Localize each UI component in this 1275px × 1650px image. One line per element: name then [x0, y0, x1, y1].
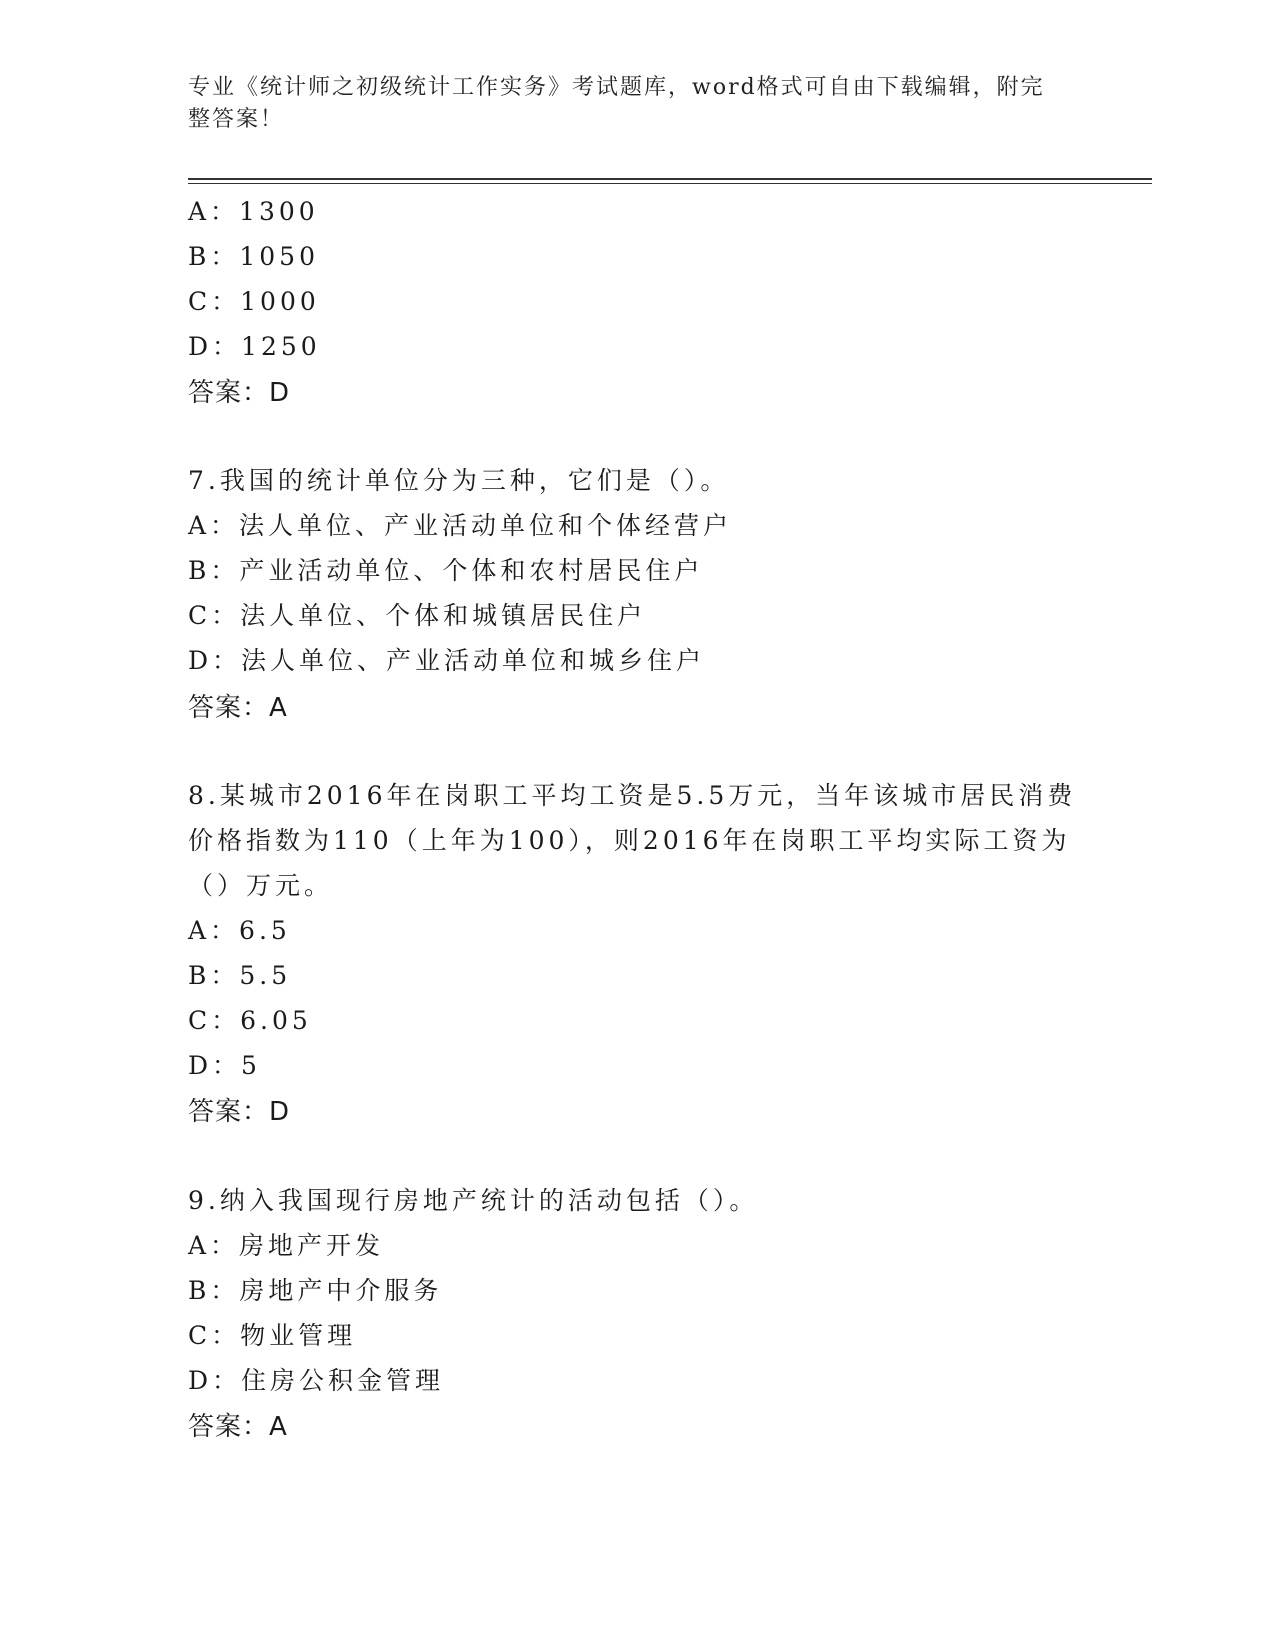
- q7-stem: 7.我国的统计单位分为三种，它们是（）。: [188, 466, 730, 495]
- q8-stem-line-3: （）万元。: [188, 871, 334, 900]
- q6-option-d: D：1250: [188, 332, 321, 361]
- q8-stem-line-1: 8.某城市2016年在岗职工平均工资是5.5万元，当年该城市居民消费: [188, 781, 1077, 810]
- q6-option-b: B：1050: [188, 242, 319, 271]
- q7-option-b: B：产业活动单位、个体和农村居民住户: [188, 556, 704, 585]
- q8-option-a: A：6.5: [188, 916, 291, 945]
- q8-option-c: C：6.05: [188, 1006, 312, 1035]
- q9-answer: 答案：A: [188, 1412, 288, 1442]
- q9-option-b: B：房地产中介服务: [188, 1276, 443, 1305]
- q7-answer: 答案：A: [188, 693, 288, 723]
- q9-stem: 9.纳入我国现行房地产统计的活动包括（）。: [188, 1186, 759, 1215]
- q8-option-b: B：5.5: [188, 961, 292, 990]
- q9-option-d: D：住房公积金管理: [188, 1366, 445, 1395]
- q8-stem-line-2: 价格指数为110（上年为100），则2016年在岗职工平均实际工资为: [188, 826, 1071, 855]
- header-divider: [188, 178, 1152, 180]
- q7-option-d: D：法人单位、产业活动单位和城乡住户: [188, 646, 706, 675]
- q7-option-a: A：法人单位、产业活动单位和个体经营户: [188, 511, 733, 540]
- q9-option-a: A：房地产开发: [188, 1231, 385, 1260]
- q8-option-d: D：5: [188, 1051, 261, 1080]
- q6-option-a: A：1300: [188, 197, 319, 226]
- q6-option-c: C：1000: [188, 287, 320, 316]
- header-divider-thin: [188, 183, 1152, 184]
- q6-answer: 答案：D: [188, 378, 291, 408]
- q8-answer: 答案：D: [188, 1097, 291, 1127]
- q9-option-c: C：物业管理: [188, 1321, 357, 1350]
- page-header: 专业《统计师之初级统计工作实务》考试题库，word格式可自由下载编辑，附完整答案！: [188, 75, 1045, 132]
- q7-option-c: C：法人单位、个体和城镇居民住户: [188, 601, 647, 630]
